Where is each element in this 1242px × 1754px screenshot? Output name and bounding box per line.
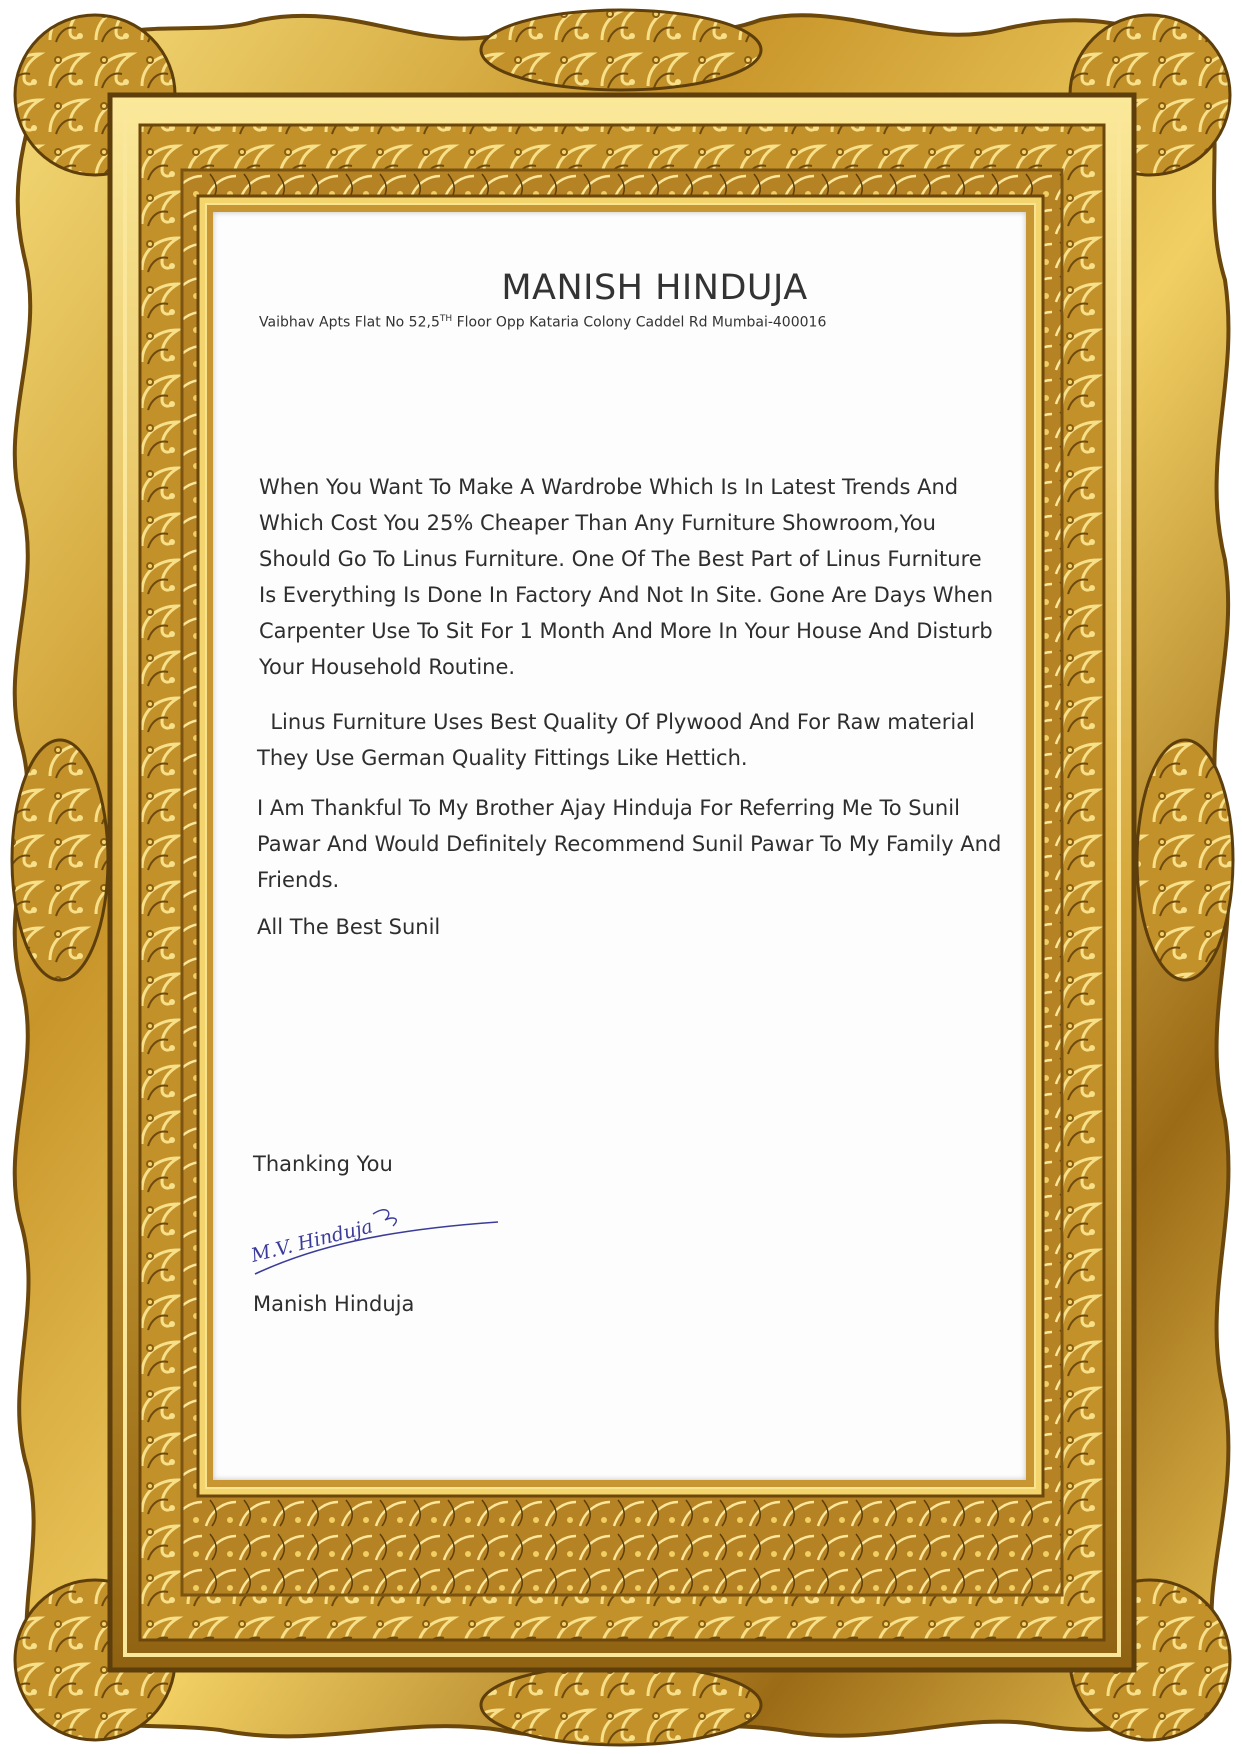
letter-paragraph-2: Linus Furniture Uses Best Quality Of Plywood And For Raw material They Use German Quality Fittings Like Hettich. bbox=[257, 710, 982, 770]
letter-paragraph-4: All The Best Sunil bbox=[257, 915, 441, 939]
letter-paper bbox=[213, 212, 1026, 1480]
handwritten-signature bbox=[243, 1202, 533, 1282]
signoff-name: Manish Hinduja bbox=[253, 1292, 415, 1316]
letterhead-address bbox=[259, 314, 826, 331]
signature-text: M.V. Hinduja bbox=[248, 1215, 375, 1267]
letterhead-name: MANISH HINDUJA bbox=[501, 268, 808, 308]
closing-line: Thanking You bbox=[253, 1152, 393, 1176]
letter-paragraph-1: When You Want To Make A Wardrobe Which Is In Latest Trends And Which Cost You 25% Cheaper Than Any Furniture Showroom,You Should Go To Linus Furniture. One Of The Best Part of Linus Furniture Is Everything Is Done In Factory And Not In Site. Gone Are Days When Carpenter Use To Sit For 1 Month And More In Your House And Disturb Your Household Routine. bbox=[259, 475, 994, 679]
letter-paragraph-3: I Am Thankful To My Brother Ajay Hinduja For Referring Me To Sunil Pawar And Would Definitely Recommend Sunil Pawar To My Family And Friends. bbox=[257, 796, 1002, 892]
address-line-start: Vaibhav Apts Flat No 52,5 bbox=[259, 314, 440, 331]
address-line-end: Floor Opp Kataria Colony Caddel Rd Mumbai-400016 bbox=[452, 314, 827, 331]
address-ordinal-suffix: TH bbox=[439, 314, 453, 324]
